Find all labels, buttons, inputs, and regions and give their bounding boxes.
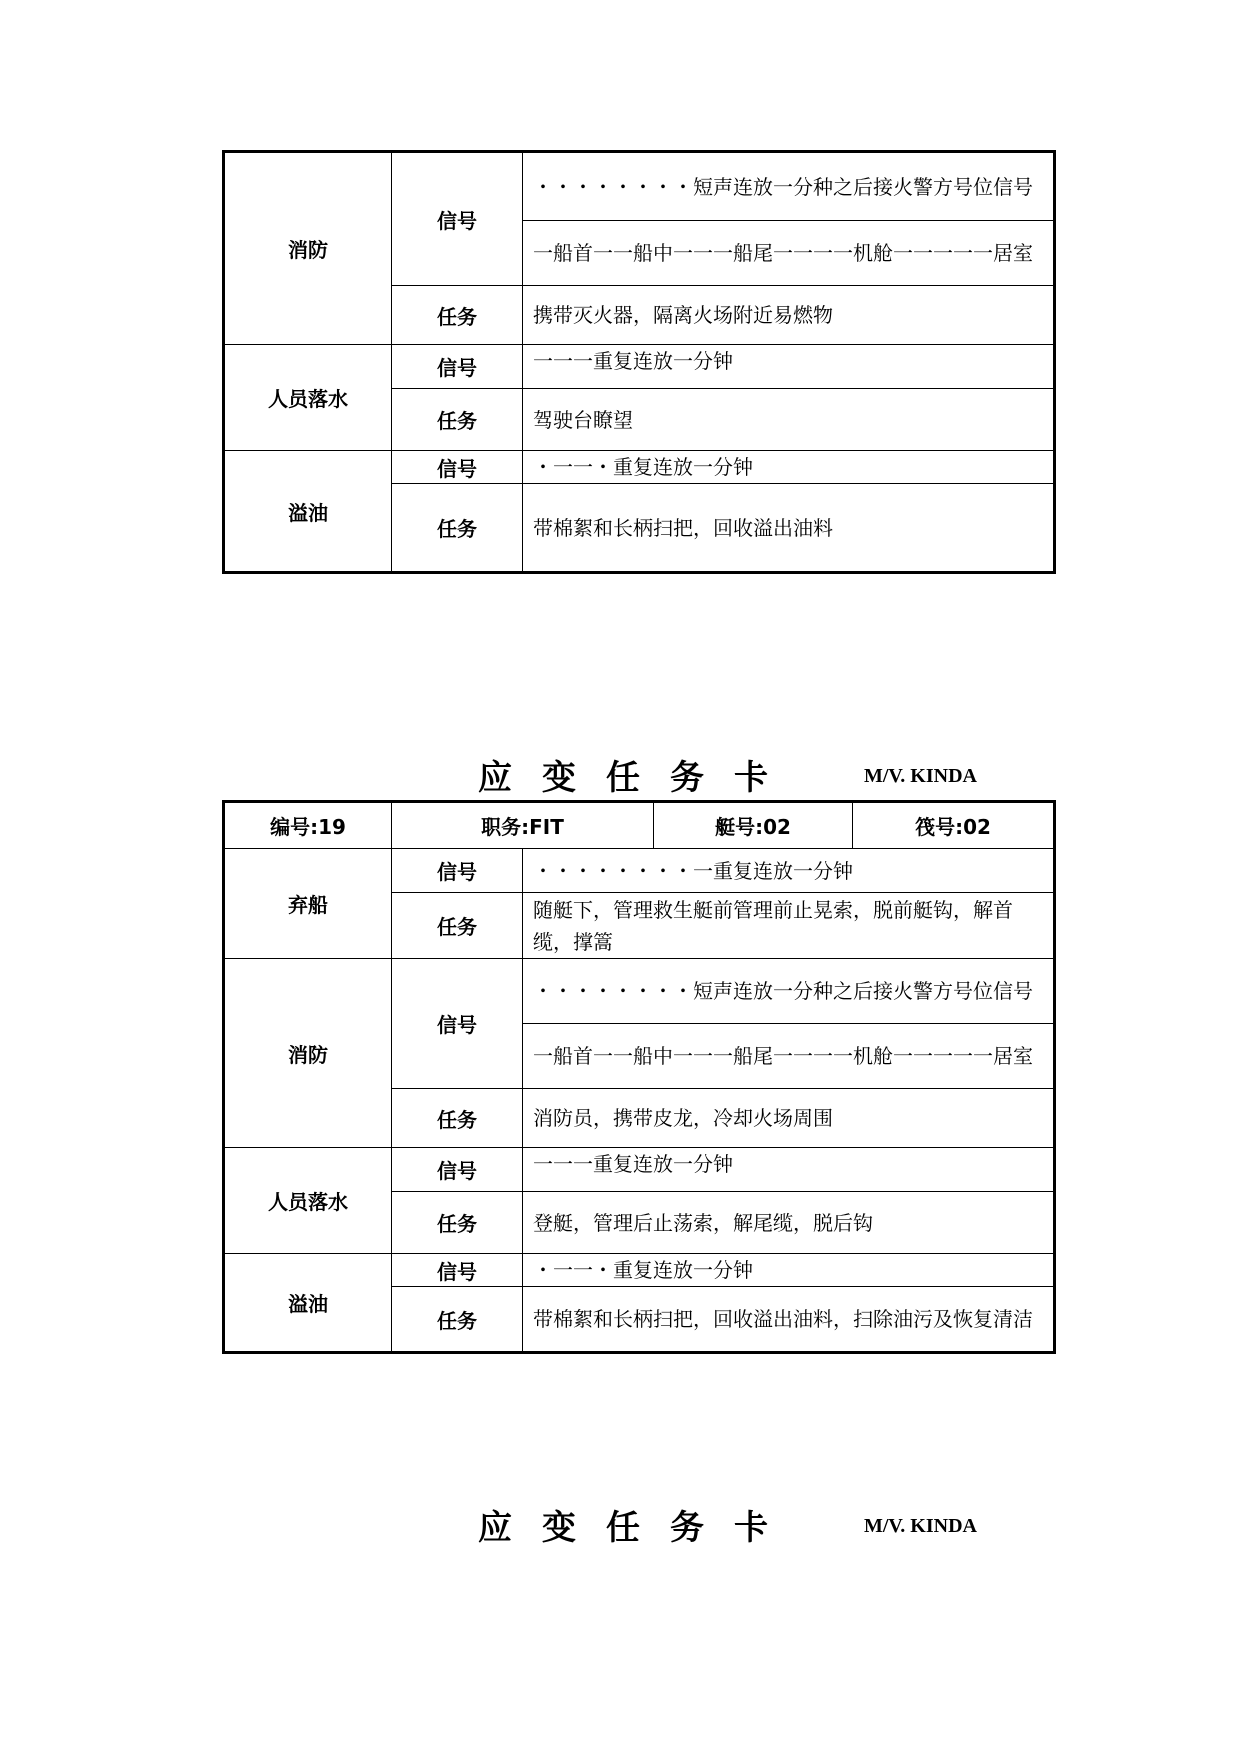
card3-ship-name: M/V. KINDA xyxy=(864,1515,977,1537)
task-text: 带棉絮和长柄扫把，回收溢出油料，扫除油污及恢复清洁 xyxy=(523,1287,1055,1353)
category-abandon-ship: 弃船 xyxy=(224,849,392,959)
task-text: 驾驶台瞭望 xyxy=(523,389,1055,451)
category-man-overboard: 人员落水 xyxy=(224,345,392,451)
position: 职务:FIT xyxy=(392,802,654,849)
task-label: 任务 xyxy=(392,1287,523,1353)
task-label: 任务 xyxy=(392,893,523,959)
boat-number: 艇号:02 xyxy=(654,802,853,849)
card2-title: 应变任务卡 xyxy=(478,758,798,798)
task-text: 携带灭火器，隔离火场附近易燃物 xyxy=(523,286,1055,345)
signal-text: ・・・・・・・・一重复连放一分钟 xyxy=(523,849,1055,893)
card3-title: 应变任务卡 xyxy=(478,1508,798,1548)
signal-text: 一船首一一船中一一一船尾一一一一机舱一一一一一居室 xyxy=(523,1024,1055,1089)
card2-ship-name: M/V. KINDA xyxy=(864,765,977,787)
category-man-overboard: 人员落水 xyxy=(224,1148,392,1254)
task-label: 任务 xyxy=(392,1089,523,1148)
signal-label: 信号 xyxy=(392,849,523,893)
signal-text: ・・・・・・・・短声连放一分种之后接火警方号位信号 xyxy=(523,152,1055,221)
signal-text: 一一一重复连放一分钟 xyxy=(523,1148,1055,1192)
signal-label: 信号 xyxy=(392,1148,523,1192)
signal-label: 信号 xyxy=(392,959,523,1089)
task-label: 任务 xyxy=(392,1192,523,1254)
card2-table xyxy=(222,800,1056,1354)
signal-text: ・一一・重复连放一分钟 xyxy=(523,451,1055,484)
task-label: 任务 xyxy=(392,286,523,345)
signal-label: 信号 xyxy=(392,345,523,389)
task-text: 带棉絮和长柄扫把，回收溢出油料 xyxy=(523,484,1055,573)
signal-text: 一一一重复连放一分钟 xyxy=(523,345,1055,389)
task-text: 登艇，管理后止荡索，解尾缆，脱后钩 xyxy=(523,1192,1055,1254)
category-fire: 消防 xyxy=(224,152,392,345)
signal-label: 信号 xyxy=(392,152,523,286)
signal-label: 信号 xyxy=(392,1254,523,1287)
category-oil-spill: 溢油 xyxy=(224,1254,392,1353)
signal-text: ・一一・重复连放一分钟 xyxy=(523,1254,1055,1287)
signal-text: ・・・・・・・・短声连放一分种之后接火警方号位信号 xyxy=(523,959,1055,1024)
task-text: 消防员，携带皮龙，冷却火场周围 xyxy=(523,1089,1055,1148)
card-number: 编号:19 xyxy=(224,802,392,849)
signal-text: 一船首一一船中一一一船尾一一一一机舱一一一一一居室 xyxy=(523,221,1055,286)
raft-number: 筏号:02 xyxy=(853,802,1055,849)
task-label: 任务 xyxy=(392,484,523,573)
category-oil-spill: 溢油 xyxy=(224,451,392,573)
signal-label: 信号 xyxy=(392,451,523,484)
task-label: 任务 xyxy=(392,389,523,451)
category-fire: 消防 xyxy=(224,959,392,1148)
card1-table xyxy=(222,150,1056,574)
task-text: 随艇下，管理救生艇前管理前止晃索，脱前艇钩，解首缆，撑篙 xyxy=(523,893,1055,959)
